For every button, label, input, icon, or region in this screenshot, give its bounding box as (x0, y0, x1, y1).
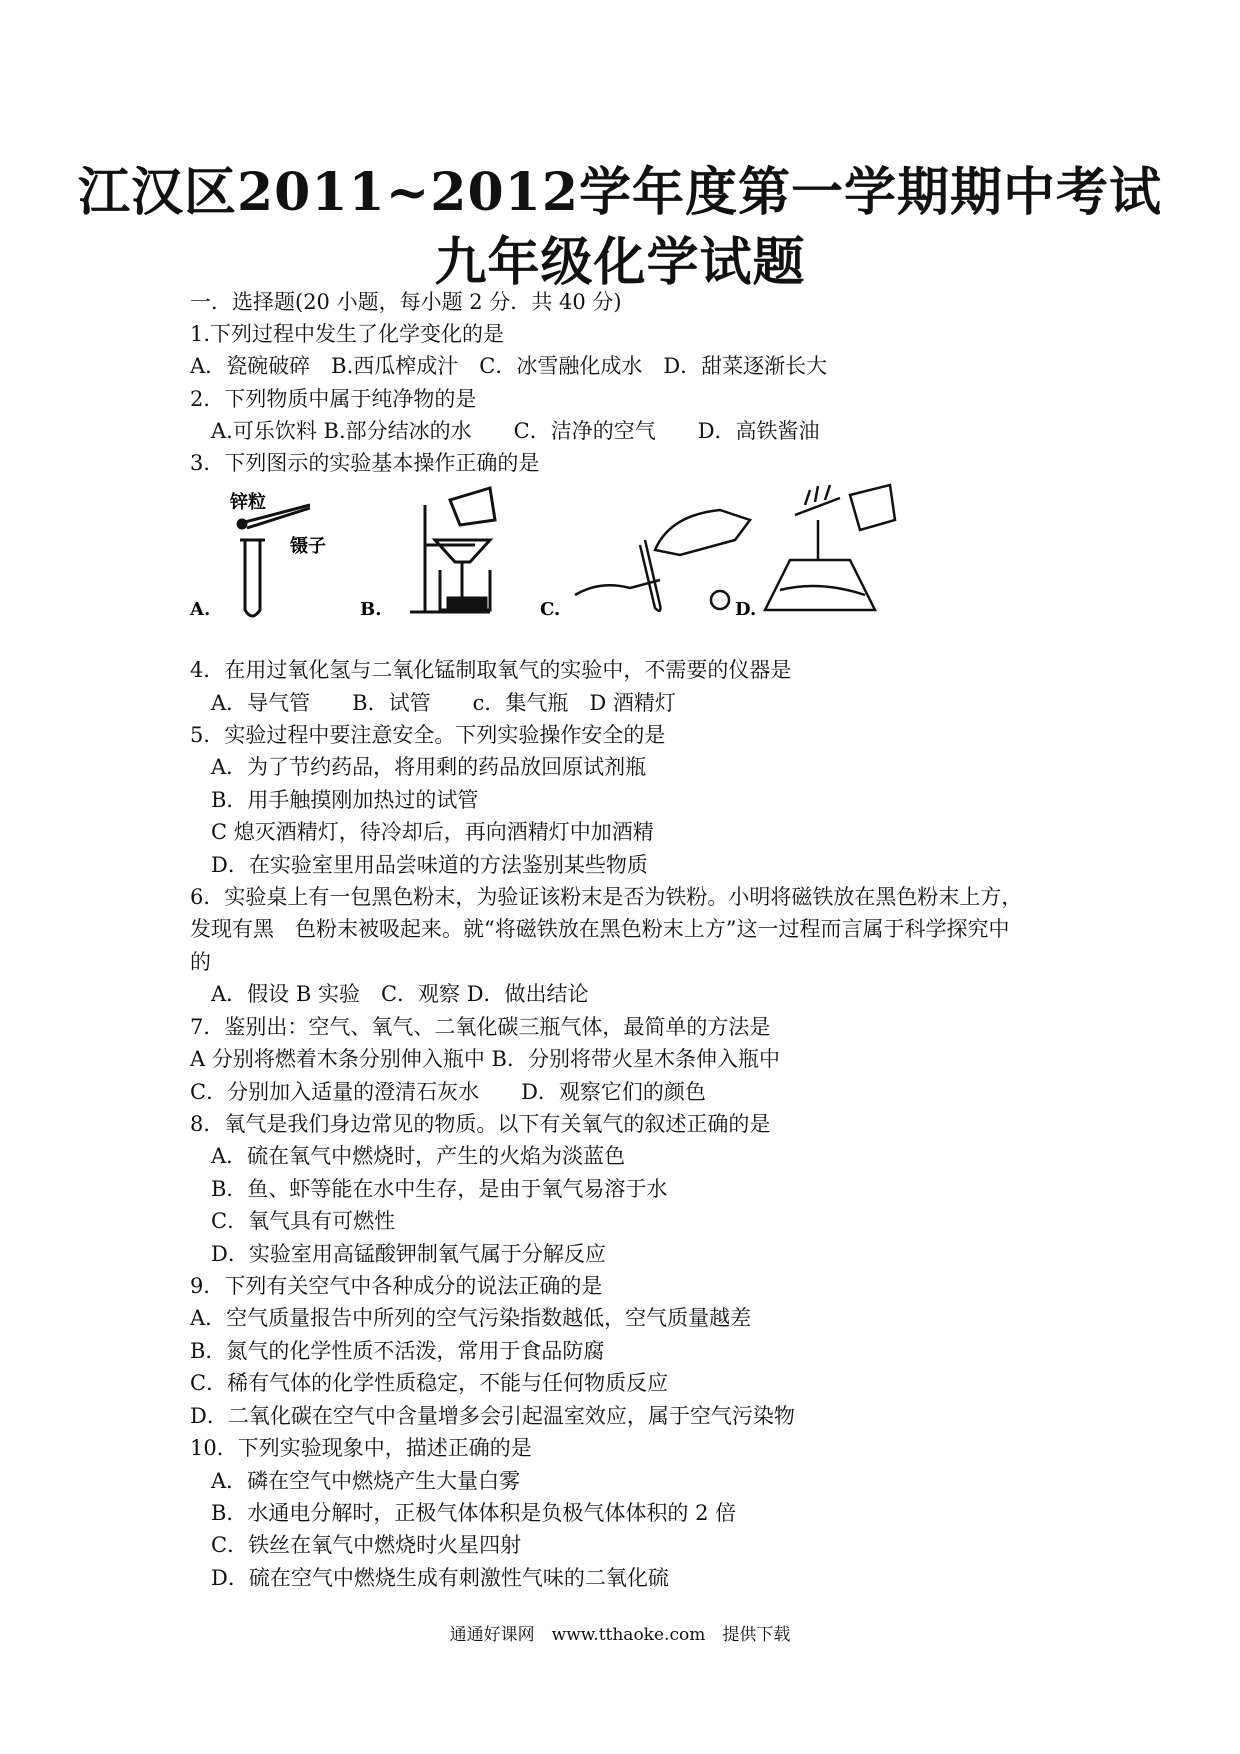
title-line-2: 九年级化学试题 (434, 232, 806, 293)
question-9-option-c: C．稀有气体的化学性质稳定，不能与任何物质反应 (190, 1371, 669, 1395)
question-6-options: A．假设 B 实验 C．观察 D．做出结论 (190, 982, 589, 1006)
title-line-1: 江汉区2011~2012学年度第一学期期中考试 (77, 162, 1163, 223)
question-5-option-a: A．为了节约药品，将用剩的药品放回原试剂瓶 (190, 755, 647, 779)
section-heading: 一．选择题(20 小题，每小题 2 分．共 40 分) (190, 290, 622, 314)
question-5: 5．实验过程中要注意安全。下列实验操作安全的是 (190, 723, 666, 747)
question-5-option-c: C 熄灭酒精灯，待冷却后，再向酒精灯中加酒精 (190, 820, 654, 844)
question-9-option-b: B．氮气的化学性质不活泼，常用于食品防腐 (190, 1339, 605, 1363)
label-tweezers: 镊子 (290, 536, 326, 557)
question-8: 8．氧气是我们身边常见的物质。以下有关氧气的叙述正确的是 (190, 1112, 771, 1136)
fig-label-b: B. (360, 599, 382, 620)
question-8-option-c: C．氧气具有可燃性 (190, 1209, 396, 1233)
question-10: 10．下列实验现象中，描述正确的是 (190, 1436, 532, 1460)
question-10-option-a: A．磷在空气中燃烧产生大量白雾 (190, 1469, 521, 1493)
question-1-options: A．瓷碗破碎 B.西瓜榨成汁 C．冰雪融化成水 D．甜菜逐渐长大 (190, 354, 828, 378)
question-3-figure (190, 480, 1090, 630)
question-7: 7．鉴别出：空气、氧气、二氧化碳三瓶气体，最简单的方法是 (190, 1015, 771, 1039)
question-6-line-3: 的 (190, 950, 211, 974)
figure-d (765, 485, 895, 610)
question-1: 1.下列过程中发生了化学变化的是 (190, 322, 505, 346)
question-5-option-d: D．在实验室里用品尝味道的方法鉴别某些物质 (190, 853, 648, 877)
fig-label-a: A. (190, 599, 211, 620)
question-6-line-2: 发现有黑 色粉末被吸起来。就“将磁铁放在黑色粉末上方”这一过程而言属于科学探究中 (190, 917, 1010, 941)
question-3: 3．下列图示的实验基本操作正确的是 (190, 451, 540, 475)
question-8-option-a: A．硫在氧气中燃烧时，产生的火焰为淡蓝色 (190, 1144, 626, 1168)
question-2-options: A.可乐饮料 B.部分结冰的水 C．洁净的空气 D．高铁酱油 (190, 419, 820, 443)
question-7-options-ab: A 分别将燃着木条分别伸入瓶中 B．分别将带火星木条伸入瓶中 (190, 1047, 780, 1071)
question-7-options-cd: C．分别加入适量的澄清石灰水 D．观察它们的颜色 (190, 1080, 706, 1104)
question-9-option-a: A．空气质量报告中所列的空气污染指数越低，空气质量越差 (190, 1306, 752, 1330)
question-10-option-c: C．铁丝在氧气中燃烧时火星四射 (190, 1533, 522, 1557)
question-8-option-b: B．鱼、虾等能在水中生存，是由于氧气易溶于水 (190, 1177, 668, 1201)
lab-operations-illustration (190, 480, 1090, 630)
question-4-options: A．导气管 B．试管 c．集气瓶 D 酒精灯 (190, 691, 676, 715)
label-zinc: 锌粒 (230, 492, 266, 513)
footer-source: 通通好课网 www.tthaoke.com 提供下载 (449, 1625, 791, 1645)
question-9: 9．下列有关空气中各种成分的说法正确的是 (190, 1274, 603, 1298)
question-10-option-d: D．硫在空气中燃烧生成有刺激性气味的二氧化硫 (190, 1566, 669, 1590)
fig-label-d: D. (735, 599, 757, 620)
question-2: 2．下列物质中属于纯净物的是 (190, 387, 477, 411)
question-6-line-1: 6．实验桌上有一包黑色粉末，为验证该粉末是否为铁粉。小明将磁铁放在黑色粉末上方， (190, 885, 1023, 909)
fig-label-c: C. (540, 599, 561, 620)
figure-a (238, 505, 310, 616)
question-8-option-d: D．实验室用高锰酸钾制氧气属于分解反应 (190, 1242, 606, 1266)
question-4: 4．在用过氧化氢与二氧化锰制取氧气的实验中，不需要的仪器是 (190, 658, 792, 682)
figure-c (575, 510, 750, 611)
figure-b (410, 488, 495, 612)
question-9-option-d: D．二氧化碳在空气中含量增多会引起温室效应，属于空气污染物 (190, 1404, 795, 1428)
question-5-option-b: B．用手触摸刚加热过的试管 (190, 788, 479, 812)
question-10-option-b: B．水通电分解时，正极气体体积是负极气体体积的 2 倍 (190, 1501, 737, 1525)
